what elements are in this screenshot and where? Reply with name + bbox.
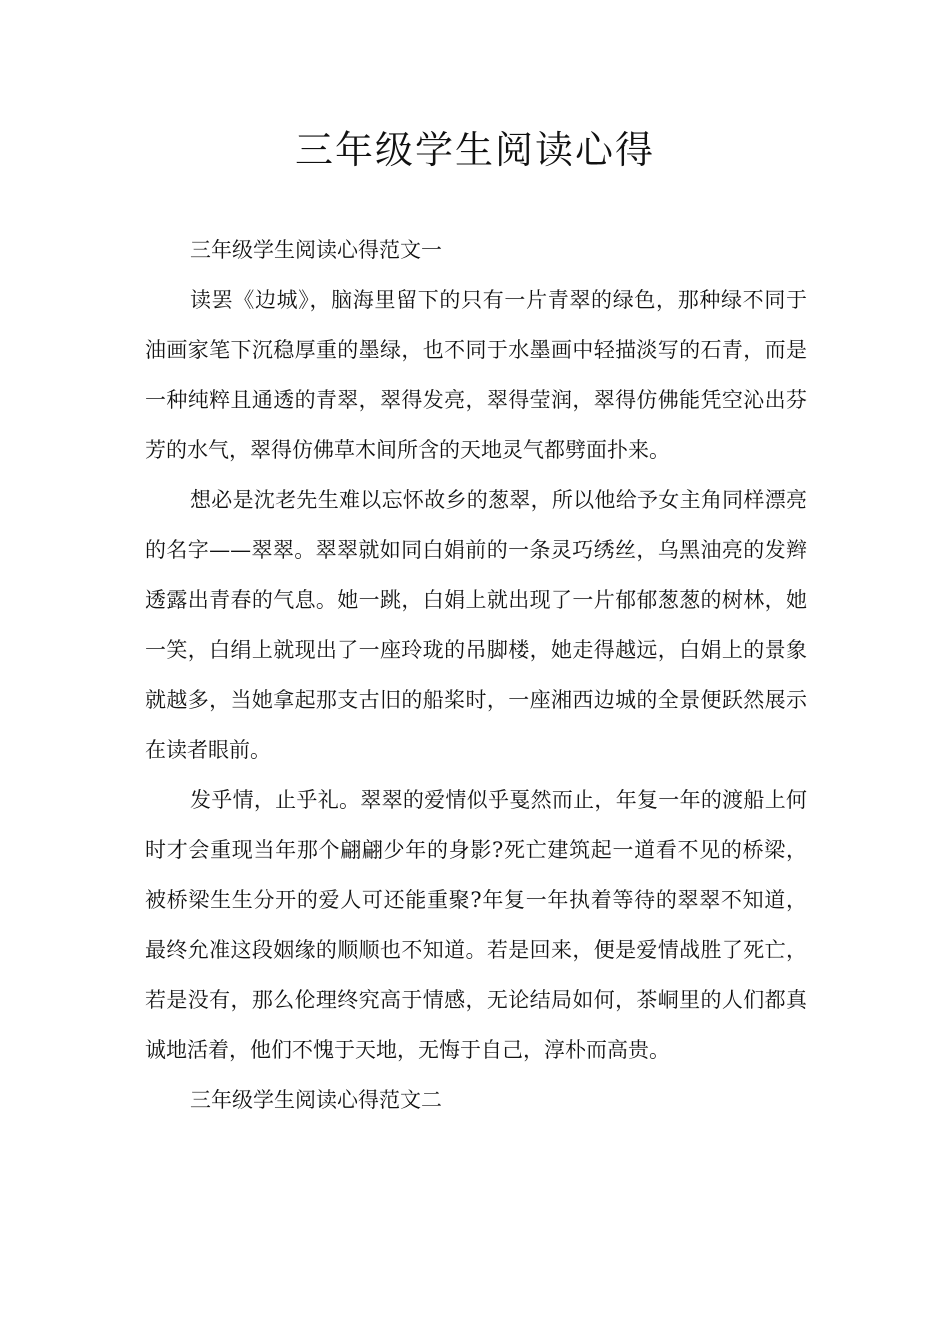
document-title: 三年级学生阅读心得 — [294, 128, 655, 172]
paragraph-1: 读罢《边城》，脑海里留下的只有一片青翠的绿色，那种绿不同于油画家笔下沉稳厚重的墨绿，也不同于水墨画中轻描淡写的石青，而是一种纯粹且通透的青翠，翠得发亮，翠得莹润，翠得仿佛能凭空沁出芬芳的水气，翠得仿佛草木间所含的天地灵气都劈面扑来。 — [145, 288, 807, 462]
section-heading-2: 三年级学生阅读心得范文二 — [190, 1088, 442, 1112]
paragraph-2: 想必是沈老先生难以忘怀故乡的葱翠，所以他给予女主角同样漂亮的名字——翠翠。翠翠就如同白娟前的一条灵巧绣丝，乌黑油亮的发辫透露出青春的气息。她一跳，白娟上就出现了一片郁郁葱葱的树林，她一笑，白绢上就现出了一座玲珑的吊脚楼，她走得越远，白娟上的景象就越多，当她拿起那支古旧的船桨时，一座湘西边城的全景便跃然展示在读者眼前。 — [145, 488, 807, 762]
paragraph-3: 发乎情，止乎礼。翠翠的爱情似乎戛然而止，年复一年的渡船上何时才会重现当年那个翩翩少年的身影?死亡建筑起一道看不见的桥梁，被桥梁生生分开的爱人可还能重聚?年复一年执着等待的翠翠不知道，最终允准这段姻缘的顺顺也不知道。若是回来，便是爱情战胜了死亡，若是没有，那么伦理终究高于情感，无论结局如何，茶峒里的人们都真诚地活着，他们不愧于天地，无悔于自己，淳朴而高贵。 — [145, 788, 807, 1062]
document-body — [145, 225, 807, 1125]
section-heading-1: 三年级学生阅读心得范文一 — [190, 238, 442, 262]
